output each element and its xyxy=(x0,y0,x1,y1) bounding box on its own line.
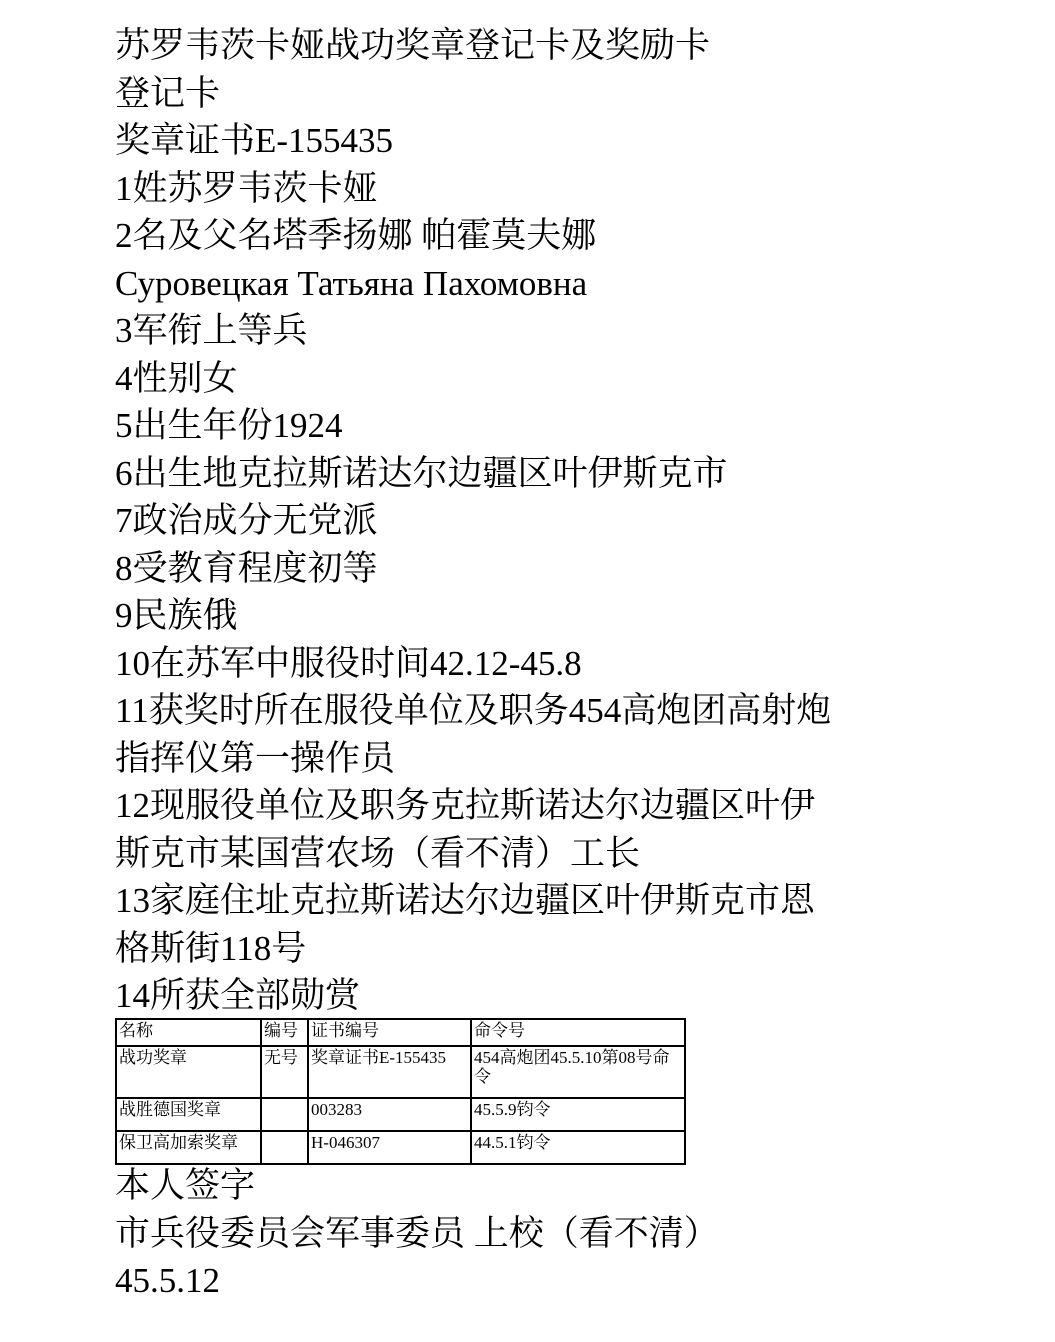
cell: 战功奖章 xyxy=(116,1046,261,1098)
cell: 奖章证书E-155435 xyxy=(308,1046,471,1098)
cell: 保卫高加索奖章 xyxy=(116,1131,261,1164)
cell: 44.5.1钧令 xyxy=(471,1131,685,1164)
field-service-period: 10在苏军中服役时间42.12-45.8 xyxy=(115,643,582,683)
header-order: 命令号 xyxy=(471,1019,685,1046)
table-row xyxy=(116,1046,685,1098)
header-number: 编号 xyxy=(261,1019,308,1046)
cell: 003283 xyxy=(308,1098,471,1131)
table-header-row xyxy=(116,1019,685,1046)
field-birth-year: 5出生年份1924 xyxy=(115,406,343,445)
field-address: 13家庭住址克拉斯诺达尔边疆区叶伊斯克市恩 xyxy=(115,881,816,920)
cell: 无号 xyxy=(261,1046,308,1098)
date: 45.5.12 xyxy=(115,1261,220,1300)
footer xyxy=(115,1162,719,1305)
field-birthplace: 6出生地克拉斯诺达尔边疆区叶伊斯克市 xyxy=(115,453,728,493)
field-unit-at-award: 11获奖时所在服役单位及职务454高炮团高射炮 xyxy=(115,691,832,730)
field-nationality: 9民族俄 xyxy=(115,596,238,635)
cell: H-046307 xyxy=(308,1131,471,1164)
header-name: 名称 xyxy=(116,1019,261,1046)
cell: 战胜德国奖章 xyxy=(116,1098,261,1131)
field-education: 8受教育程度初等 xyxy=(115,548,378,588)
field-surname: 1姓苏罗韦茨卡娅 xyxy=(115,168,378,208)
cell: 45.5.9钧令 xyxy=(471,1098,685,1131)
field-current-unit-cont: 斯克市某国营农场（看不清）工长 xyxy=(115,833,641,873)
field-name: 2名及父名塔季扬娜 帕霍莫夫娜 xyxy=(115,216,597,255)
field-rank: 3军衔上等兵 xyxy=(115,311,308,350)
field-current-unit: 12现服役单位及职务克拉斯诺达尔边疆区叶伊 xyxy=(115,786,816,825)
field-party: 7政治成分无党派 xyxy=(115,501,378,540)
cell: 454高炮团45.5.10第08号命令 xyxy=(471,1046,685,1098)
field-sex: 4性别女 xyxy=(115,358,238,398)
table-row xyxy=(116,1131,685,1164)
field-address-cont: 格斯街118号 xyxy=(115,928,307,968)
header-certificate: 证书编号 xyxy=(308,1019,471,1046)
table-row xyxy=(116,1098,685,1131)
cell xyxy=(261,1131,308,1164)
field-name-russian: Суровецкая Татьяна Пахомовна xyxy=(115,263,588,303)
signature-label: 本人签字 xyxy=(115,1166,256,1205)
certificate-number: 奖章证书E-155435 xyxy=(115,121,394,160)
registration-card-text xyxy=(115,22,831,1020)
cell xyxy=(261,1098,308,1131)
subtitle: 登记卡 xyxy=(115,73,221,113)
awards-table xyxy=(115,1018,686,1165)
field-unit-at-award-cont: 指挥仪第一操作员 xyxy=(115,738,396,778)
field-awards: 14所获全部勋赏 xyxy=(115,976,361,1015)
commissioner: 市兵役委员会军事委员 上校（看不清） xyxy=(115,1213,719,1253)
title: 苏罗韦茨卡娅战功奖章登记卡及奖励卡 xyxy=(115,26,711,65)
